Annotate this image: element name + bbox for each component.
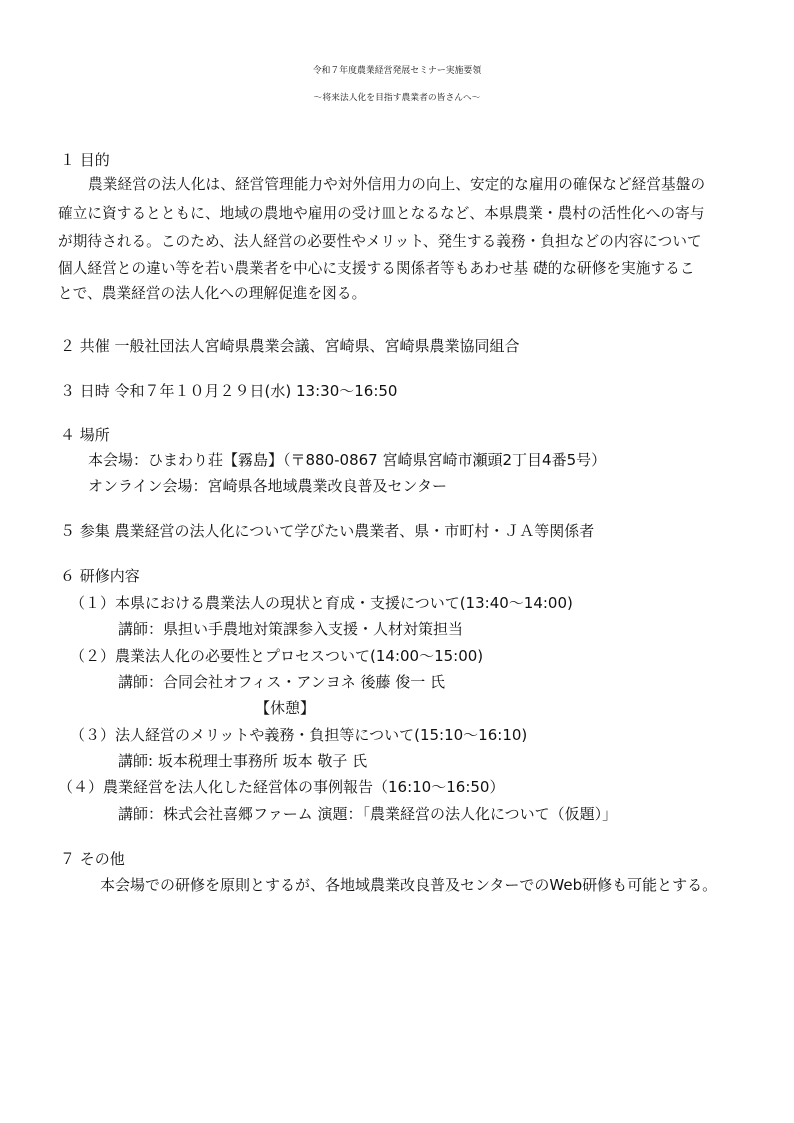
cohost-line: ２ 共催 一般社団法人宮崎県農業会議、宮崎県、宮崎県農業協同組合: [60, 337, 520, 355]
purpose-line: とで、農業経営の法人化への理解促進を図る。: [58, 285, 367, 302]
content-heading: ６ 研修内容: [60, 567, 140, 585]
document-title: 令和７年度農業経営発展セミナー実施要領: [312, 66, 482, 76]
venue-main: 本会場：ひまわり荘【霧島】（〒880-0867 宮崎県宮崎市瀬頭2丁目4番5号）: [88, 451, 607, 469]
other-heading: ７ その他: [60, 850, 125, 868]
document-subtitle: ～将来法人化を目指す農業者の皆さんへ～: [313, 93, 481, 103]
break-label: 【休憩】: [255, 699, 316, 717]
content-item-2: （２）農業法人化の必要性とプロセスついて(14:00～15:00): [70, 647, 484, 665]
content-item-1-lecturer: 講師：県担い手農地対策課参入支援・人材対策担当: [118, 620, 464, 638]
purpose-heading: １ 目的: [60, 151, 110, 169]
purpose-line: が期待される。このため、法人経営の必要性やメリット、発生する義務・負担などの内容について: [58, 233, 702, 250]
venue-online: オンライン会場：宮崎県各地域農業改良普及センター: [88, 477, 447, 495]
content-item-1: （１）本県における農業法人の現状と育成・支援について(13:40～14:00): [70, 594, 573, 612]
purpose-line: 個人経営との違い等を若い農業者を中心に支援する関係者等もあわせ基 礎的な研修を実施するこ: [58, 260, 695, 277]
venue-heading: ４ 場所: [60, 426, 110, 444]
purpose-line: 農業経営の法人化は、経営管理能力や対外信用力の向上、安定的な雇用の確保など経営基盤の: [88, 176, 706, 193]
content-item-4: （４）農業経営を法人化した経営体の事例報告（16:10～16:50）: [58, 778, 505, 796]
purpose-line: 確立に資するとともに、地域の農地や雇用の受け皿となるなど、本県農業・農村の活性化への寄与: [58, 205, 705, 222]
content-item-2-lecturer: 講師：合同会社オフィス・アンヨネ 後藤 俊一 氏: [118, 673, 446, 691]
content-item-3: （３）法人経営のメリットや義務・負担等について(15:10～16:10): [70, 726, 528, 744]
content-item-3-lecturer: 講師: 坂本税理士事務所 坂本 敬子 氏: [118, 752, 368, 770]
participants-line: ５ 参集 農業経営の法人化について学びたい農業者、県・市町村・ＪＡ等関係者: [60, 522, 595, 540]
content-item-4-lecturer: 講師：株式会社喜郷ファーム 演題：「農業経営の法人化について（仮題）」: [118, 805, 618, 823]
other-text: 本会場での研修を原則とするが、各地域農業改良普及センターでのWeb研修も可能とする。: [100, 876, 718, 894]
datetime-line: ３ 日時 令和７年１０月２９日(水) 13:30～16:50: [60, 382, 398, 400]
